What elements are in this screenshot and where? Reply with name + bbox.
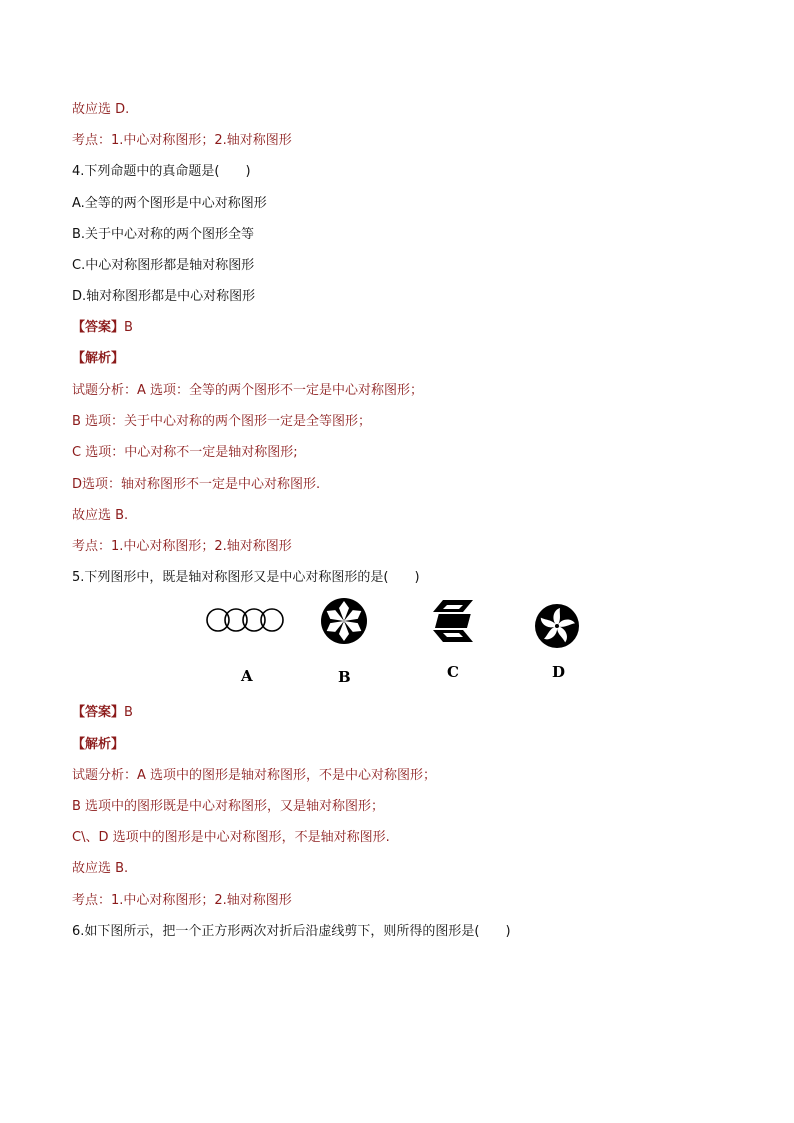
analysis-line: 试题分析：A 选项：全等的两个图形不一定是中心对称图形； xyxy=(72,383,424,398)
figure-label-c: C xyxy=(447,663,459,681)
answer-value: B xyxy=(124,320,133,335)
option-b: B.关于中心对称的两个图形全等 xyxy=(72,227,255,242)
figure-label-b: B xyxy=(338,668,351,686)
analysis-line: C 选项：中心对称不一定是轴对称图形; xyxy=(72,445,298,460)
option-c: C.中心对称图形都是轴对称图形 xyxy=(72,258,255,273)
analysis-tag: 【解析】 xyxy=(72,351,125,366)
question-5: 5.下列图形中，既是轴对称图形又是中心对称图形的是( ) xyxy=(72,570,420,585)
answer-tag: 【答案】 xyxy=(72,320,125,335)
answer-tag: 【答案】 xyxy=(72,705,125,720)
knowledge-point: 考点：1.中心对称图形；2.轴对称图形 xyxy=(72,133,292,148)
answer-line: 故应选 B. xyxy=(72,861,129,876)
question-4: 4.下列命题中的真命题是( ) xyxy=(72,164,251,179)
knowledge-point: 考点：1.中心对称图形；2.轴对称图形 xyxy=(72,539,292,554)
analysis-line: D选项：轴对称图形不一定是中心对称图形. xyxy=(72,477,321,492)
analysis-line: 试题分析：A 选项中的图形是轴对称图形，不是中心对称图形； xyxy=(72,768,437,783)
answer-line: 故应选 D. xyxy=(72,102,130,117)
answer-4 xyxy=(72,319,133,337)
figure-label-d: D xyxy=(552,663,566,681)
analysis-line: B 选项：关于中心对称的两个图形一定是全等图形； xyxy=(72,414,372,429)
snowflake-badge-icon xyxy=(319,596,369,646)
answer-5 xyxy=(72,704,133,722)
figure-options xyxy=(195,596,595,688)
option-d: D.轴对称图形都是中心对称图形 xyxy=(72,289,256,304)
answer-value: B xyxy=(124,705,133,720)
bauhinia-flower-icon xyxy=(533,602,581,650)
analysis-tag: 【解析】 xyxy=(72,737,125,752)
s-logo-icon xyxy=(429,598,477,644)
analysis-line: C\、D 选项中的图形是中心对称图形，不是轴对称图形. xyxy=(72,830,390,845)
option-a: A.全等的两个图形是中心对称图形 xyxy=(72,196,267,211)
olympic-rings-icon xyxy=(203,604,289,640)
answer-line: 故应选 B. xyxy=(72,508,129,523)
analysis-line: B 选项中的图形既是中心对称图形，又是轴对称图形； xyxy=(72,799,385,814)
question-6: 6.如下图所示，把一个正方形两次对折后沿虚线剪下，则所得的图形是( ) xyxy=(72,924,511,939)
knowledge-point: 考点：1.中心对称图形；2.轴对称图形 xyxy=(72,893,292,908)
figure-label-a: A xyxy=(241,667,253,685)
